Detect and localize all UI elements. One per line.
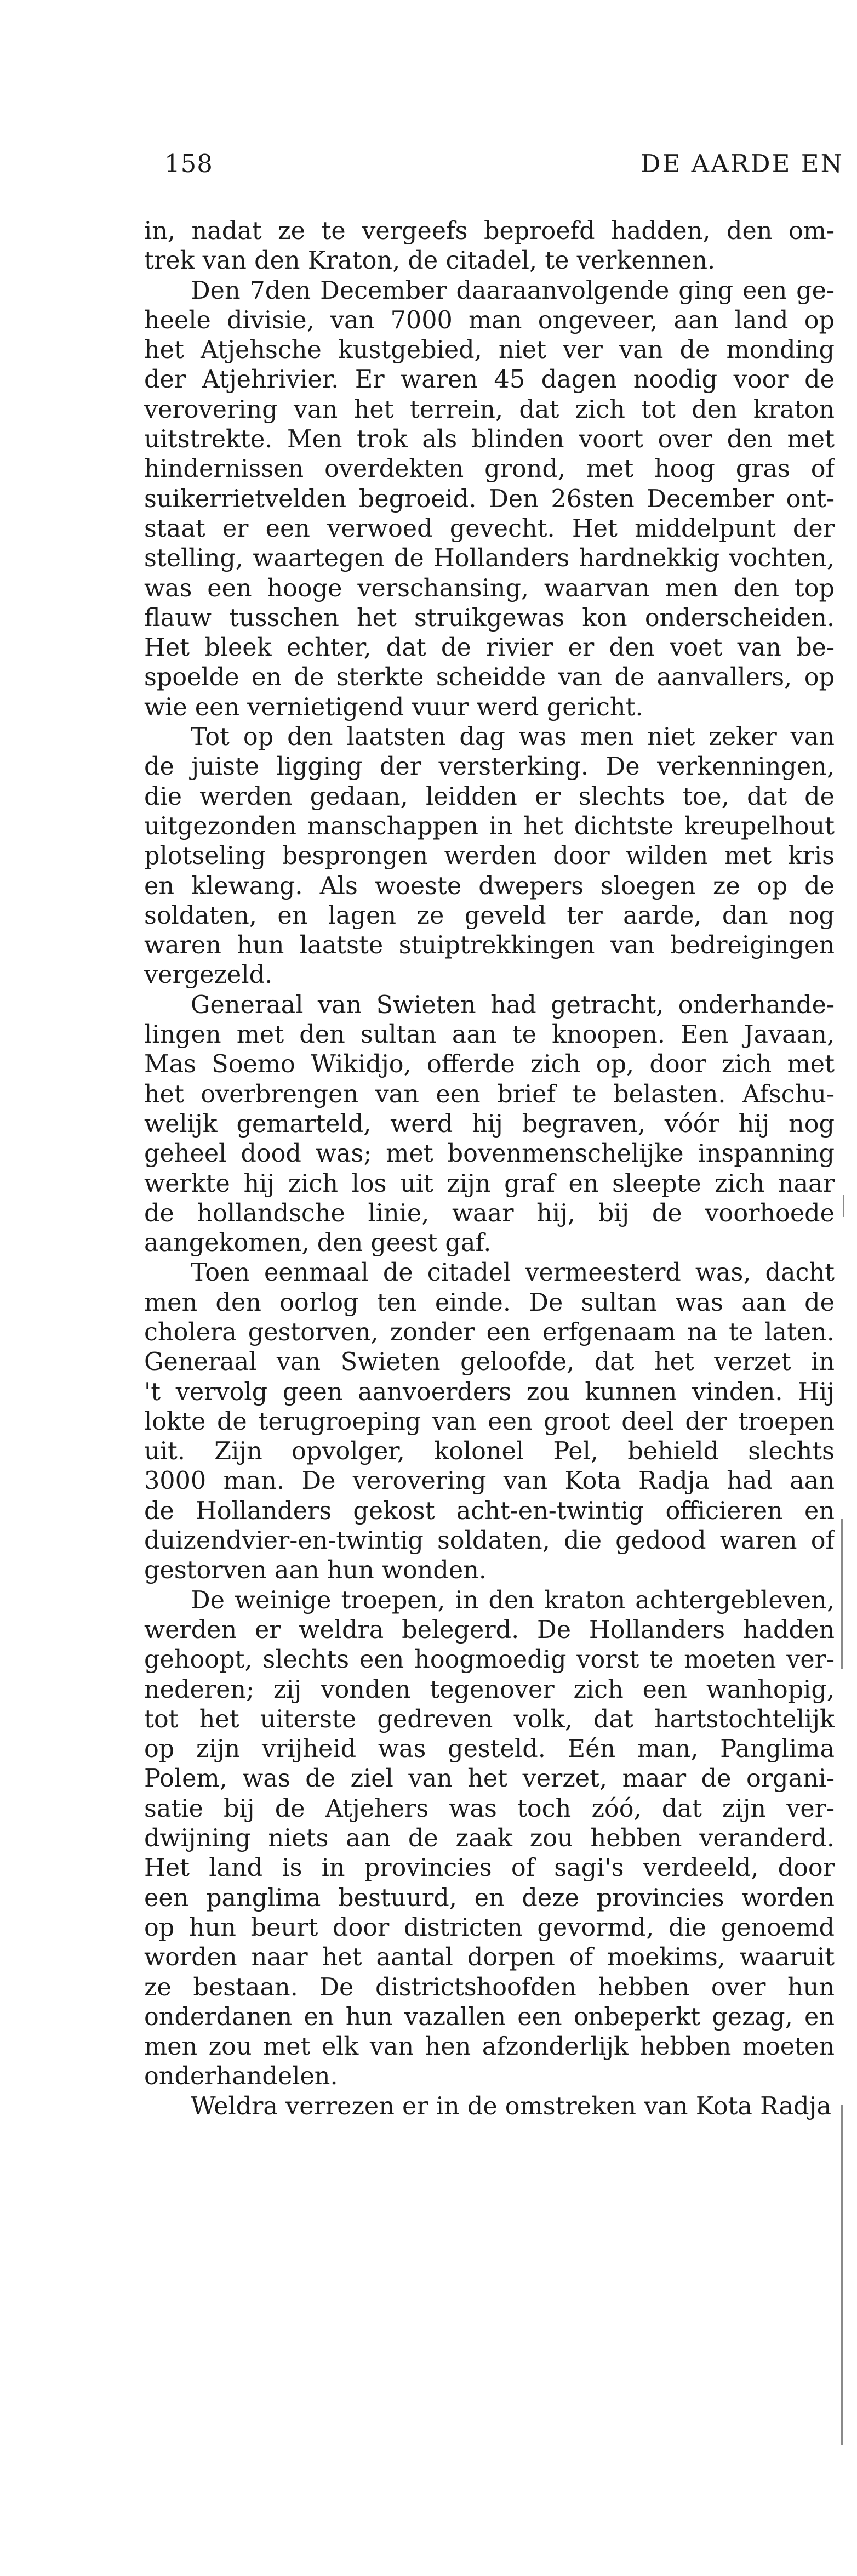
text-line: Het bleek echter, dat de rivier er den voet van be-: [144, 634, 835, 662]
text-line: uitgezonden manschappen in het dichtste kreupelhout: [144, 812, 835, 840]
body-text: [144, 217, 835, 2122]
page-header: [164, 149, 844, 187]
text-line: Polem, was de ziel van het verzet, maar de organi-: [144, 1765, 835, 1793]
margin-mark: [841, 2105, 843, 2445]
paragraph: [144, 991, 835, 1259]
text-line: dwijning niets aan de zaak zou hebben veranderd.: [144, 1824, 835, 1853]
margin-mark: [843, 1195, 844, 1217]
text-line: De weinige troepen, in den kraton achtergebleven,: [191, 1586, 835, 1614]
paragraph: [144, 723, 835, 991]
text-line: werkte hij zich los uit zijn graf en sleepte zich naar: [144, 1169, 835, 1198]
text-line: Generaal van Swieten had getracht, onderhande-: [191, 991, 835, 1019]
paragraph: [144, 217, 835, 276]
text-line: uit. Zijn opvolger, kolonel Pel, behield slechts: [144, 1437, 835, 1466]
text-line: onderhandelen.: [144, 2062, 338, 2091]
text-line: Mas Soemo Wikidjo, offerde zich op, door zich met: [144, 1050, 835, 1079]
text-line: uitstrekte. Men trok als blinden voort over den met: [144, 425, 835, 454]
paragraph: [144, 1258, 835, 1585]
text-line: worden naar het aantal dorpen of moekims, waaruit: [144, 1943, 835, 1972]
page-number: 158: [164, 149, 213, 178]
text-line: die werden gedaan, leidden er slechts toe, dat de: [144, 782, 835, 811]
text-line: satie bij de Atjehers was toch zóó, dat zijn ver-: [144, 1794, 835, 1823]
text-line: lingen met den sultan aan te knoopen. Een Javaan,: [144, 1021, 835, 1049]
text-line: waren hun laatste stuiptrekkingen van bedreigingen: [144, 931, 835, 960]
text-line: geheel dood was; met bovenmenschelijke inspanning: [144, 1140, 835, 1168]
text-line: een panglima bestuurd, en deze provincies worden: [144, 1884, 835, 1912]
text-line: Generaal van Swieten geloofde, dat het verzet in: [144, 1348, 835, 1377]
text-line: plotseling besprongen werden door wilden met kris: [144, 842, 835, 871]
text-line: heele divisie, van 7000 man ongeveer, aan land op: [144, 306, 835, 334]
text-line: wie een vernietigend vuur werd gericht.: [144, 693, 643, 721]
text-line: werden er weldra belegerd. De Hollanders hadden: [144, 1616, 835, 1644]
text-line: welijk gemarteld, werd hij begraven, vóór hij nog: [144, 1110, 835, 1138]
text-line: men den oorlog ten einde. De sultan was aan de: [144, 1288, 835, 1317]
text-line: het overbrengen van een brief te belasten. Afschu-: [144, 1080, 835, 1108]
text-line: 3000 man. De verovering van Kota Radja had aan: [144, 1467, 835, 1495]
text-line: was een hooge verschansing, waarvan men den top: [144, 574, 835, 602]
text-line: spoelde en de sterkte scheidde van de aanvallers, op: [144, 663, 835, 692]
text-line: soldaten, en lagen ze geveld ter aarde, dan nog: [144, 901, 835, 930]
text-line: nederen; zij vonden tegenover zich een wanhopig,: [144, 1675, 835, 1704]
text-line: trek van den Kraton, de citadel, te verkennen.: [144, 247, 716, 275]
paragraph: [144, 2092, 835, 2122]
text-line: in, nadat ze te vergeefs beproefd hadden, den om-: [144, 217, 835, 245]
text-line: Tot op den laatsten dag was men niet zeker van: [191, 723, 835, 752]
text-line: Den 7den December daaraanvolgende ging een ge-: [191, 276, 835, 305]
text-line: tot het uiterste gedreven volk, dat hartstochtelijk: [144, 1705, 835, 1733]
text-line: de hollandsche linie, waar hij, bij de voorhoede: [144, 1199, 835, 1227]
margin-mark: [841, 1519, 843, 1669]
text-line: op zijn vrijheid was gesteld. Eén man, Panglima: [144, 1735, 835, 1764]
text-line: Toen eenmaal de citadel vermeesterd was, dacht: [191, 1259, 835, 1287]
text-line: vergezeld.: [144, 961, 273, 990]
text-line: en klewang. Als woeste dwepers sloegen ze op de: [144, 872, 835, 900]
text-line: stelling, waartegen de Hollanders hardnekkig vochten,: [144, 544, 835, 573]
text-line: het Atjehsche kustgebied, niet ver van de monding: [144, 336, 835, 365]
paragraph: [144, 1586, 835, 2092]
text-line: op hun beurt door districten gevormd, die genoemd: [144, 1913, 835, 1942]
text-line: men zou met elk van hen afzonderlijk hebben moeten: [144, 2033, 835, 2061]
text-line: onderdanen en hun vazallen een onbeperkt gezag, en: [144, 2003, 835, 2031]
text-line: flauw tusschen het struikgewas kon onderscheiden.: [144, 604, 835, 632]
paragraph: [144, 276, 835, 723]
text-line: der Atjehrivier. Er waren 45 dagen noodig voor de: [144, 366, 835, 394]
text-line: 't vervolg geen aanvoerders zou kunnen vinden. Hij: [144, 1378, 835, 1406]
text-line: staat er een verwoed gevecht. Het middelpunt der: [144, 514, 835, 543]
text-line: Het land is in provincies of sagi's verdeeld, door: [144, 1854, 835, 1883]
text-line: cholera gestorven, zonder een erfgenaam na te laten.: [144, 1318, 835, 1346]
text-line: de juiste ligging der versterking. De verkenningen,: [144, 753, 835, 781]
text-line: ze bestaan. De districtshoofden hebben over hun: [144, 1973, 835, 2001]
text-line: Weldra verrezen er in de omstreken van Kota Radja: [191, 2092, 831, 2120]
text-line: gehoopt, slechts een hoogmoedig vorst te moeten ver-: [144, 1646, 835, 1674]
text-line: lokte de terugroeping van een groot deel der troepen: [144, 1407, 835, 1436]
text-line: aangekomen, den geest gaf.: [144, 1229, 492, 1258]
text-line: verovering van het terrein, dat zich tot den kraton: [144, 395, 835, 424]
text-line: gestorven aan hun wonden.: [144, 1556, 487, 1585]
text-line: de Hollanders gekost acht-en-twintig officieren en: [144, 1497, 835, 1525]
text-line: hindernissen overdekten grond, met hoog gras of: [144, 455, 835, 484]
text-line: suikerrietvelden begroeid. Den 26sten December ont-: [144, 485, 835, 513]
text-line: duizendvier-en-twintig soldaten, die gedood waren of: [144, 1527, 835, 1555]
running-head: DE AARDE EN: [641, 149, 844, 178]
